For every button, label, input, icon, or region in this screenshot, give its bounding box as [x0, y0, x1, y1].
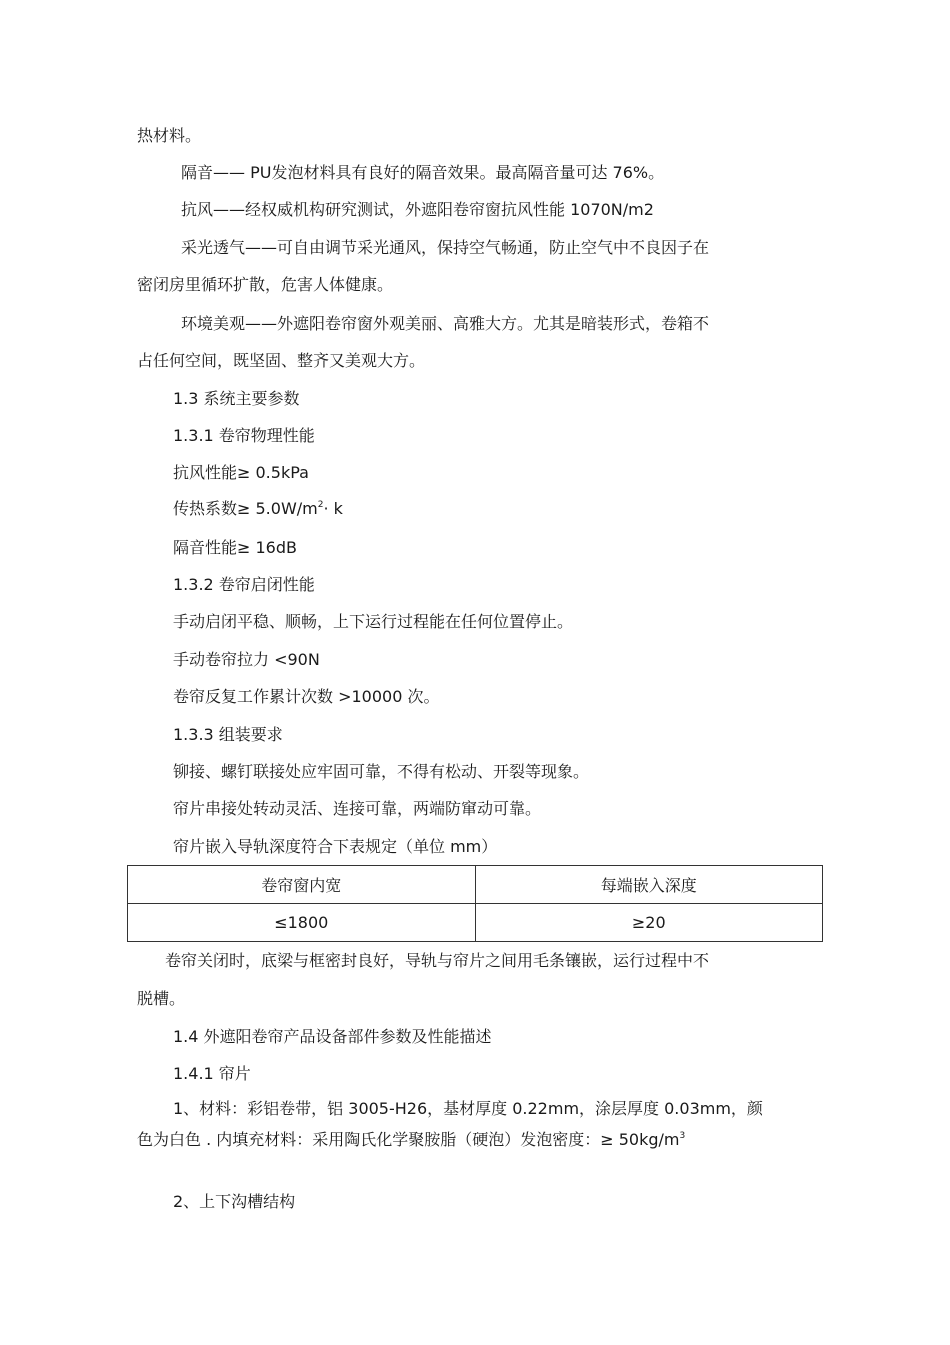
text-fragment: 传热系数≥ 5.0W/m — [173, 499, 318, 518]
subsection-heading: 1.3.2 卷帘启闭性能 — [173, 575, 315, 594]
text-line: 手动启闭平稳、顺畅，上下运行过程能在任何位置停止。 — [173, 612, 574, 631]
text-line — [137, 1130, 685, 1150]
embed-depth-table — [127, 865, 823, 942]
text-line: 环境美观——外遮阳卷帘窗外观美丽、高雅大方。尤其是暗装形式，卷箱不 — [181, 314, 710, 333]
text-line: 密闭房里循环扩散，危害人体健康。 — [137, 275, 394, 294]
text-line: 帘片串接处转动灵活、连接可靠，两端防窜动可靠。 — [173, 799, 542, 818]
text-line: 铆接、螺钉联接处应牢固可靠，不得有松动、开裂等现象。 — [173, 762, 590, 781]
superscript: 3 — [679, 1131, 686, 1141]
text-line: 隔音—— PU发泡材料具有良好的隔音效果。最高隔音量可达 76%。 — [181, 163, 665, 182]
table-header-cell: 卷帘窗内宽 — [128, 866, 476, 904]
subsection-heading: 1.4.1 帘片 — [173, 1064, 251, 1083]
text-line: 2、上下沟槽结构 — [173, 1192, 296, 1211]
text-line: 抗风性能≥ 0.5kPa — [173, 463, 309, 482]
table-header-row — [128, 866, 823, 904]
text-line: 手动卷帘拉力 <90N — [173, 650, 320, 669]
table-row — [128, 904, 823, 942]
text-line: 卷帘关闭时，底梁与框密封良好，导轨与帘片之间用毛条镶嵌，运行过程中不 — [165, 951, 710, 970]
section-heading: 1.4 外遮阳卷帘产品设备部件参数及性能描述 — [173, 1027, 492, 1046]
table-cell: ≤1800 — [128, 904, 476, 942]
text-line: 帘片嵌入导轨深度符合下表规定（单位 mm） — [173, 837, 498, 856]
text-line: 热材料。 — [137, 126, 202, 145]
section-heading: 1.3 系统主要参数 — [173, 389, 300, 408]
text-line: 抗风——经权威机构研究测试，外遮阳卷帘窗抗风性能 1070N/m2 — [181, 200, 654, 219]
text-fragment: 色为白色 . 内填充材料：采用陶氏化学聚胺脂（硬泡）发泡密度：≥ 50kg/m — [137, 1130, 680, 1149]
text-line: 采光透气——可自由调节采光通风，保持空气畅通，防止空气中不良因子在 — [181, 238, 710, 257]
text-fragment: · k — [323, 499, 343, 518]
table-cell: ≥20 — [475, 904, 823, 942]
superscript: 2 — [317, 500, 324, 510]
text-line: 隔音性能≥ 16dB — [173, 538, 297, 557]
subsection-heading: 1.3.1 卷帘物理性能 — [173, 426, 315, 445]
text-line: 脱槽。 — [137, 989, 186, 1008]
text-line: 占任何空间，既坚固、整齐又美观大方。 — [137, 351, 426, 370]
text-line — [173, 499, 343, 519]
text-line: 1、材料：彩铝卷带，铝 3005-H26，基材厚度 0.22mm，涂层厚度 0.03mm，颜 — [173, 1099, 763, 1118]
subsection-heading: 1.3.3 组装要求 — [173, 725, 283, 744]
text-line: 卷帘反复工作累计次数 >10000 次。 — [173, 687, 440, 706]
table-header-cell: 每端嵌入深度 — [475, 866, 823, 904]
